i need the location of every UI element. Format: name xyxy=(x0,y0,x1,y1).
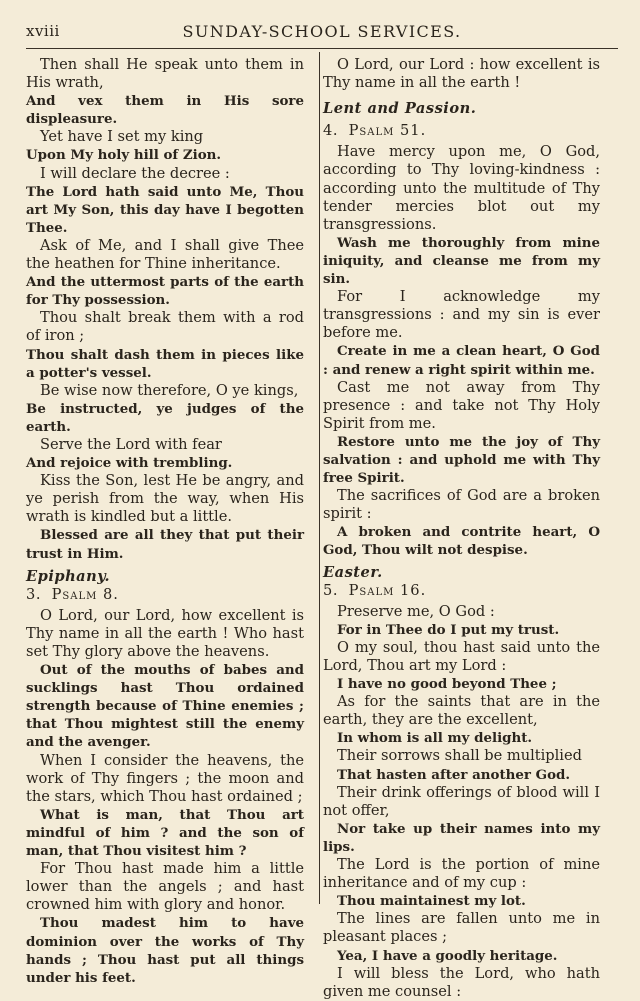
response: That hasten after another God. xyxy=(337,766,571,783)
column-divider xyxy=(319,52,320,904)
psalm-label xyxy=(323,122,600,140)
response: And vex them in His sore displeasure. xyxy=(26,93,304,128)
response: And the uttermost parts of the earth for Thy possession. xyxy=(26,274,304,309)
verse: The lines are fallen unto me in pleasant places ; xyxy=(323,910,600,946)
response: Be instructed, ye judges of the earth. xyxy=(26,400,304,435)
response: And rejoice with trembling. xyxy=(26,455,233,472)
verse: Their sorrows shall be multiplied xyxy=(337,747,582,765)
verse: Ask of Me, and I shall give Thee the heathen for Thine inheritance. xyxy=(26,236,304,273)
verse: Cast me not away from Thy presence : and take not Thy Holy Spirit from me. xyxy=(323,378,600,432)
response: What is man, that Thou art mindful of him ? and the son of man, that Thou visitest him ? xyxy=(26,806,304,860)
running-title: SUNDAY-SCHOOL SERVICES. xyxy=(182,22,462,41)
psalm-label xyxy=(26,586,304,604)
verse: Yet have I set my king xyxy=(40,128,204,146)
response: Upon My holy hill of Zion. xyxy=(26,147,222,164)
response: Blessed are all they that put their trust in Him. xyxy=(26,527,304,562)
header-rule xyxy=(26,48,618,49)
response: Create in me a clean heart, O God : and renew a right spirit within me. xyxy=(323,343,600,378)
response: Out of the mouths of babes and sucklings hast Thou ordained strength because of Thine enemies ; that Thou mightest still the enemy and the avenger. xyxy=(26,662,304,751)
verse: Their drink offerings of blood will I not offer, xyxy=(323,783,600,819)
psalm-number: 5. xyxy=(323,581,339,599)
verse: I will declare the decree : xyxy=(40,164,230,182)
verse: Then shall He speak unto them in His wrath, xyxy=(26,56,304,92)
verse: For I acknowledge my transgressions : and my sin is ever before me. xyxy=(323,288,600,342)
response: Nor take up their names into my lips. xyxy=(323,820,600,855)
psalm-title: Psalm 51. xyxy=(348,122,427,140)
verse: As for the saints that are in the earth, they are the excellent, xyxy=(323,693,600,729)
psalm-label xyxy=(323,582,600,600)
response: In whom is all my delight. xyxy=(337,730,533,747)
response: The Lord hath said unto Me, Thou art My Son, this day have I begotten Thee. xyxy=(26,183,304,236)
verse: O Lord, our Lord : how excellent is Thy name in all the earth ! xyxy=(323,56,600,92)
response: Thou maintainest my lot. xyxy=(337,893,526,910)
verse: Thou shalt break them with a rod of iron ; xyxy=(26,309,304,345)
response: Wash me thoroughly from mine iniquity, and cleanse me from my sin. xyxy=(323,234,600,288)
verse: For Thou hast made him a little lower than the angels ; and hast crowned him with glory and honor. xyxy=(26,860,304,914)
verse: O Lord, our Lord, how excellent is Thy name in all the earth ! Who hast set Thy glory above the heavens. xyxy=(26,606,304,660)
verse: The Lord is the portion of mine inheritance and of my cup : xyxy=(323,856,600,892)
response: Yea, I have a goodly heritage. xyxy=(337,947,558,964)
verse: Preserve me, O God : xyxy=(337,602,495,620)
psalm-title: Psalm 16. xyxy=(348,581,427,599)
page-number: xviii xyxy=(26,22,60,40)
response: Thou madest him to have dominion over the works of Thy hands ; Thou hast put all things under his feet. xyxy=(26,915,304,986)
left-column xyxy=(26,56,304,987)
psalm-title: Psalm 8. xyxy=(51,585,119,603)
response: A broken and contrite heart, O God, Thou wilt not despise. xyxy=(323,524,600,559)
section-heading-lent: Lent and Passion. xyxy=(323,100,477,118)
response: For in Thee do I put my trust. xyxy=(337,621,560,638)
verse: When I consider the heavens, the work of Thy fingers ; the moon and the stars, which Thou hast ordained ; xyxy=(26,751,304,805)
response: Restore unto me the joy of Thy salvation : and uphold me with Thy free Spirit. xyxy=(323,433,600,487)
verse: Kiss the Son, lest He be angry, and ye perish from the way, when His wrath is kindled but a little. xyxy=(26,472,304,526)
verse: O my soul, thou hast said unto the Lord, Thou art my Lord : xyxy=(323,638,600,674)
section-heading-easter: Easter. xyxy=(323,563,383,581)
verse: The sacrifices of God are a broken spirit : xyxy=(323,487,600,523)
verse: Have mercy upon me, O God, according to Thy loving-kindness : according unto the multitude of Thy tender mercies blot out my transgressions. xyxy=(323,143,600,233)
psalm-number: 3. xyxy=(26,585,42,603)
page-header xyxy=(26,20,618,44)
section-heading-epiphany: Epiphany. xyxy=(26,567,111,585)
verse: I will bless the Lord, who hath given me counsel : xyxy=(323,964,600,1000)
response: I have no good beyond Thee ; xyxy=(337,676,557,693)
psalm-number: 4. xyxy=(323,122,339,140)
response: Thou shalt dash them in pieces like a potter's vessel. xyxy=(26,346,304,381)
right-column xyxy=(323,56,600,1001)
verse: Be wise now therefore, O ye kings, xyxy=(40,381,299,399)
verse: Serve the Lord with fear xyxy=(40,435,222,453)
